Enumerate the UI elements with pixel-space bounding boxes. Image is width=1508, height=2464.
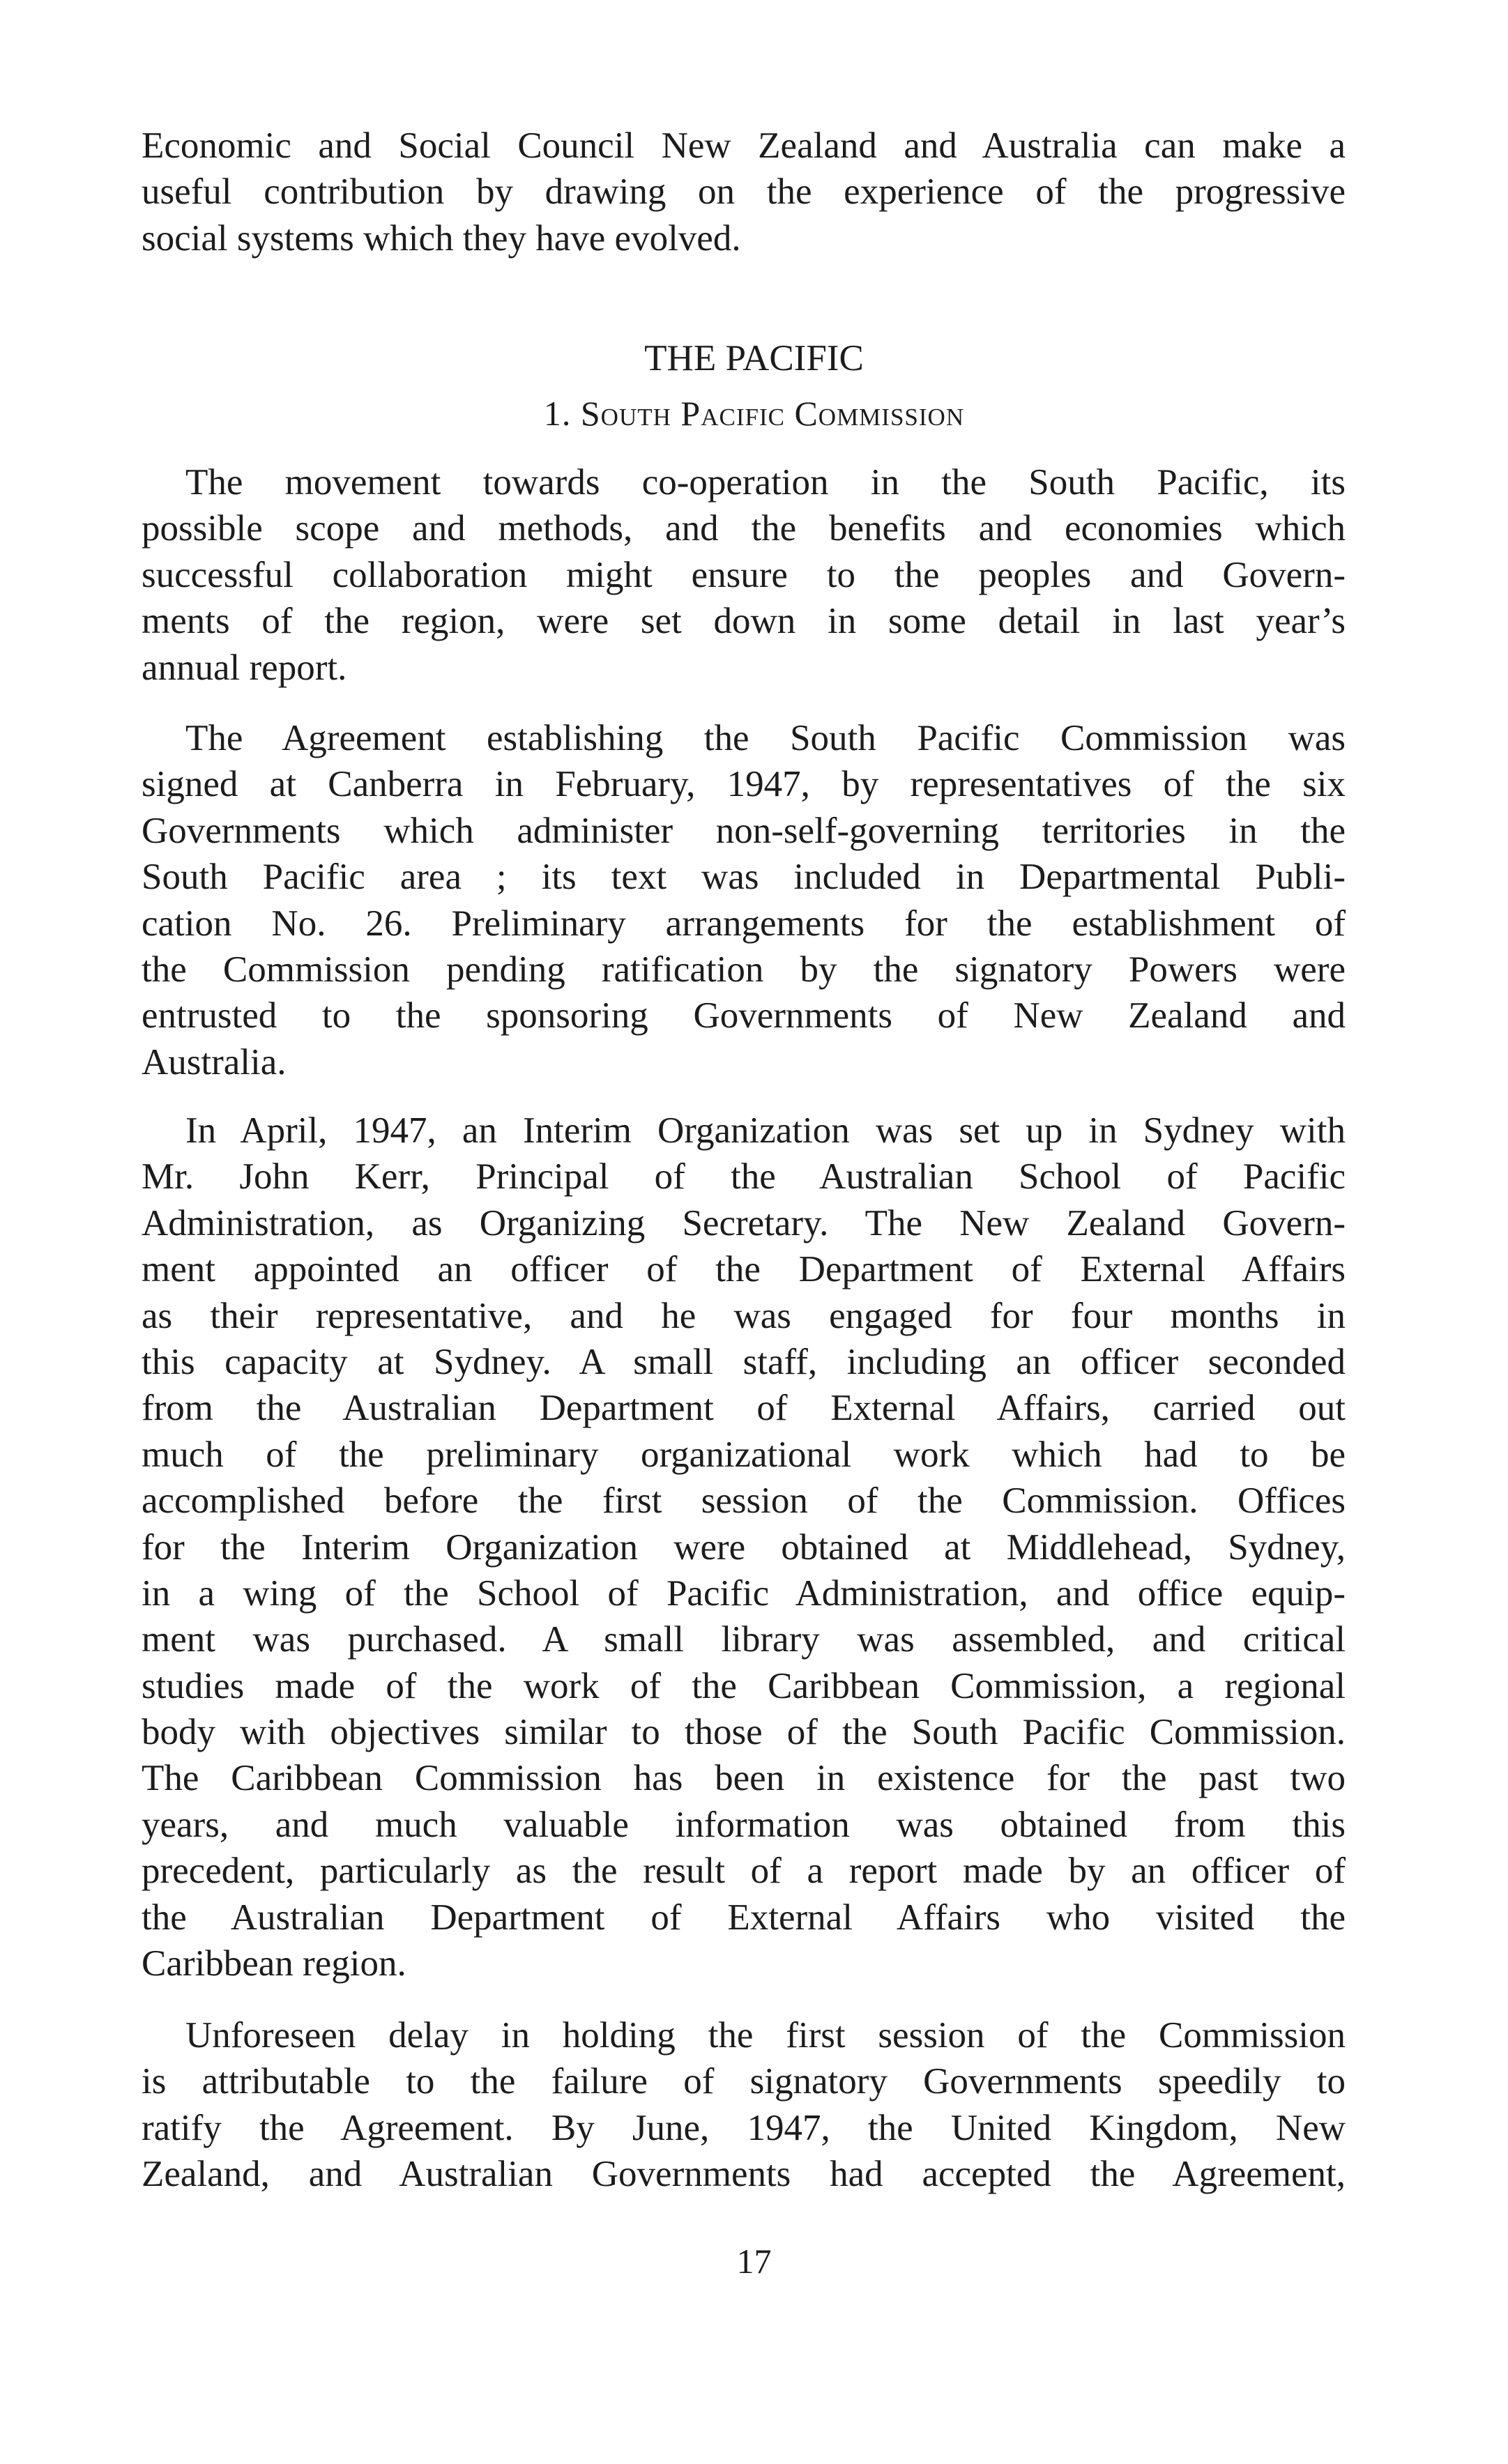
text-line: for the Interim Organization were obtained at Middlehead, Sydney, [142, 1526, 1346, 1568]
text-line: ment was purchased. A small library was assembled, and critical [142, 1619, 1346, 1660]
page-number: 17 [736, 2242, 772, 2281]
text-line: Zealand, and Australian Governments had accepted the Agreement, [142, 2154, 1346, 2195]
text-line: Unforeseen delay in holding the first session of the Commission [185, 2015, 1346, 2056]
text-line: in a wing of the School of Pacific Administration, and office equip- [142, 1572, 1346, 1614]
text-line: successful collaboration might ensure to the peoples and Govern- [142, 554, 1346, 595]
text-line: body with objectives similar to those of the South Pacific Commission. [142, 1712, 1346, 1753]
paragraph-agreement [142, 715, 1346, 1085]
text-line: useful contribution by drawing on the experience of the progressive [142, 171, 1346, 213]
paragraph-interim-organization [142, 1108, 1346, 1987]
text-line: years, and much valuable information was obtained from this [142, 1804, 1346, 1845]
text-line: studies made of the work of the Caribbean Commission, a regional [142, 1665, 1346, 1706]
text-line: cation No. 26. Preliminary arrangements for the establishment of [142, 903, 1346, 944]
text-line: Administration, as Organizing Secretary. The New Zealand Govern- [142, 1202, 1346, 1244]
text-line: much of the preliminary organizational work which had to be [142, 1434, 1346, 1475]
text-line: Caribbean region. [142, 1943, 406, 1984]
text-line: possible scope and methods, and the benefits and economies which [142, 508, 1346, 549]
text-line: signed at Canberra in February, 1947, by representatives of the six [142, 764, 1346, 805]
text-line: The Agreement establishing the South Pacific Commission was [185, 718, 1346, 758]
text-line: Australia. [142, 1041, 287, 1082]
text-line: entrusted to the sponsoring Governments of New Zealand and [142, 995, 1346, 1036]
text-line: ment appointed an officer of the Department of External Affairs [142, 1249, 1346, 1290]
text-line: from the Australian Department of External Affairs, carried out [142, 1388, 1346, 1429]
text-line: The Caribbean Commission has been in existence for the past two [142, 1758, 1346, 1799]
text-line: annual report. [142, 647, 347, 688]
text-line: ratify the Agreement. By June, 1947, the United Kingdom, New [142, 2107, 1346, 2148]
intro-paragraph [142, 123, 1346, 261]
subsection-title: 1. South Pacific Commission [543, 394, 965, 433]
text-line: South Pacific area ; its text was included in Departmental Publi- [142, 857, 1346, 898]
text-line: is attributable to the failure of signatory Governments speedily to [142, 2061, 1346, 2102]
text-line: Economic and Social Council New Zealand and Australia can make a [142, 125, 1346, 166]
paragraph-movement [142, 459, 1346, 691]
text-line: social systems which they have evolved. [142, 217, 741, 259]
text-line: The movement towards co-operation in the South Pacific, its [185, 462, 1346, 503]
section-title: THE PACIFIC [644, 338, 864, 378]
text-line: Mr. John Kerr, Principal of the Australian School of Pacific [142, 1156, 1346, 1197]
text-line: ments of the region, were set down in some detail in last year’s [142, 601, 1346, 642]
text-line: the Australian Department of External Affairs who visited the [142, 1897, 1346, 1938]
paragraph-delay [142, 2012, 1346, 2198]
text-line: Governments which administer non-self-governing territories in the [142, 810, 1346, 851]
text-line: precedent, particularly as the result of a report made by an officer of [142, 1851, 1346, 1892]
text-line: In April, 1947, an Interim Organization was set up in Sydney with [185, 1110, 1346, 1151]
text-line: this capacity at Sydney. A small staff, including an officer seconded [142, 1341, 1346, 1382]
text-line: the Commission pending ratification by the signatory Powers were [142, 949, 1346, 990]
text-line: as their representative, and he was engaged for four months in [142, 1295, 1346, 1336]
text-line: accomplished before the first session of the Commission. Offices [142, 1480, 1346, 1522]
